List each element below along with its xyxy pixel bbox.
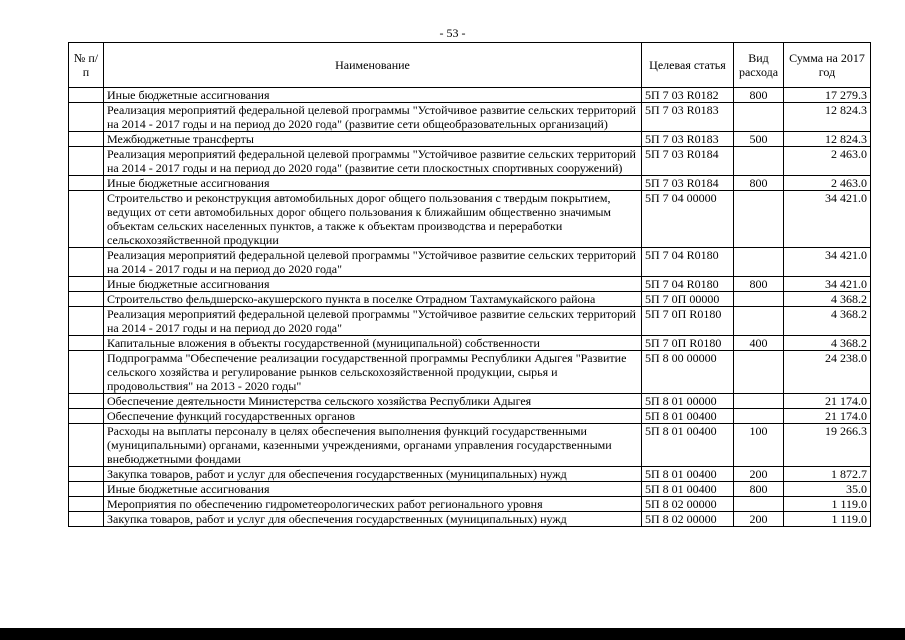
cell-code: 5П 8 01 00400 [642,424,734,467]
table-row [69,307,871,336]
cell-num [69,248,104,277]
cell-num [69,176,104,191]
cell-sum: 1 119.0 [784,497,871,512]
table-row [69,132,871,147]
table-row [69,394,871,409]
cell-kind [734,409,784,424]
cell-code: 5П 7 03 R0182 [642,88,734,103]
cell-sum: 21 174.0 [784,394,871,409]
table-row [69,277,871,292]
header-code: Целевая статья [642,43,734,88]
cell-num [69,512,104,527]
cell-name: Иные бюджетные ассигнования [104,277,642,292]
cell-num [69,394,104,409]
cell-kind [734,307,784,336]
cell-num [69,497,104,512]
cell-num [69,424,104,467]
cell-kind [734,103,784,132]
table-body [69,88,871,527]
scan-bottom-border [0,628,905,640]
cell-code: 5П 8 01 00400 [642,467,734,482]
table-row [69,336,871,351]
cell-sum: 34 421.0 [784,277,871,292]
cell-name: Иные бюджетные ассигнования [104,176,642,191]
cell-kind: 800 [734,176,784,191]
cell-code: 5П 7 03 R0184 [642,147,734,176]
header-kind: Вид расхода [734,43,784,88]
cell-kind: 500 [734,132,784,147]
cell-name: Реализация мероприятий федеральной целевой программы "Устойчивое развитие сельских территорий на 2014 - 2017 годы и на период до 2020 года" (развитие сети общеобразовательных организаций) [104,103,642,132]
cell-sum: 4 368.2 [784,307,871,336]
header-name: Наименование [104,43,642,88]
cell-num [69,103,104,132]
cell-name: Строительство фельдшерско-акушерского пункта в поселке Отрадном Тахтамукайского района [104,292,642,307]
cell-sum: 1 872.7 [784,467,871,482]
cell-sum: 24 238.0 [784,351,871,394]
cell-sum: 2 463.0 [784,176,871,191]
cell-name: Закупка товаров, работ и услуг для обеспечения государственных (муниципальных) нужд [104,512,642,527]
cell-num [69,336,104,351]
cell-kind: 800 [734,88,784,103]
table-row [69,424,871,467]
cell-kind [734,394,784,409]
cell-name: Закупка товаров, работ и услуг для обеспечения государственных (муниципальных) нужд [104,467,642,482]
cell-num [69,467,104,482]
header-sum: Сумма на 2017 год [784,43,871,88]
table-row [69,147,871,176]
cell-kind: 800 [734,482,784,497]
cell-sum: 4 368.2 [784,292,871,307]
cell-num [69,147,104,176]
cell-name: Реализация мероприятий федеральной целевой программы "Устойчивое развитие сельских территорий на 2014 - 2017 годы и на период до 2020 года" [104,248,642,277]
cell-sum: 4 368.2 [784,336,871,351]
cell-kind [734,147,784,176]
cell-code: 5П 8 00 00000 [642,351,734,394]
table-row [69,191,871,248]
cell-code: 5П 8 01 00400 [642,482,734,497]
cell-kind: 100 [734,424,784,467]
cell-kind [734,351,784,394]
cell-num [69,277,104,292]
cell-name: Иные бюджетные ассигнования [104,88,642,103]
table-header-row [69,43,871,88]
cell-kind [734,497,784,512]
cell-code: 5П 8 02 00000 [642,497,734,512]
budget-table [68,42,871,527]
cell-num [69,409,104,424]
cell-kind: 200 [734,512,784,527]
cell-kind: 200 [734,467,784,482]
cell-code: 5П 8 01 00000 [642,394,734,409]
cell-code: 5П 7 0П R0180 [642,336,734,351]
cell-num [69,292,104,307]
cell-name: Межбюджетные трансферты [104,132,642,147]
cell-sum: 1 119.0 [784,512,871,527]
cell-name: Капитальные вложения в объекты государственной (муниципальной) собственности [104,336,642,351]
cell-code: 5П 7 0П 00000 [642,292,734,307]
cell-num [69,88,104,103]
cell-name: Подпрограмма "Обеспечение реализации государственной программы Республики Адыгея "Развитие сельского хозяйства и регулирование рынков сельскохозяйственной продукции, сырья и продовольствия" на 2013 - 2020 годы" [104,351,642,394]
cell-name: Мероприятия по обеспечению гидрометеорологических работ регионального уровня [104,497,642,512]
cell-sum: 35.0 [784,482,871,497]
page-number: - 53 - [439,26,466,40]
cell-sum: 21 174.0 [784,409,871,424]
header-num: № п/п [69,43,104,88]
cell-sum: 12 824.3 [784,103,871,132]
cell-kind: 800 [734,277,784,292]
cell-name: Обеспечение функций государственных органов [104,409,642,424]
cell-name: Реализация мероприятий федеральной целевой программы "Устойчивое развитие сельских территорий на 2014 - 2017 годы и на период до 2020 года" (развитие сети плоскостных спортивных сооружений) [104,147,642,176]
cell-sum: 17 279.3 [784,88,871,103]
table-row [69,292,871,307]
table-row [69,103,871,132]
table-row [69,176,871,191]
table-row [69,467,871,482]
cell-sum: 34 421.0 [784,248,871,277]
cell-name: Расходы на выплаты персоналу в целях обеспечения выполнения функций государственными (муниципальными) органами, казенными учреждениями, органами управления государственными внебюджетными фондами [104,424,642,467]
cell-sum: 12 824.3 [784,132,871,147]
cell-sum: 34 421.0 [784,191,871,248]
cell-name: Реализация мероприятий федеральной целевой программы "Устойчивое развитие сельских территорий на 2014 - 2017 годы и на период до 2020 года" [104,307,642,336]
cell-name: Иные бюджетные ассигнования [104,482,642,497]
cell-kind [734,292,784,307]
cell-code: 5П 7 0П R0180 [642,307,734,336]
cell-num [69,351,104,394]
table-row [69,351,871,394]
table-row [69,409,871,424]
cell-kind: 400 [734,336,784,351]
table-row [69,248,871,277]
cell-kind [734,191,784,248]
cell-name: Строительство и реконструкция автомобильных дорог общего пользования с твердым покрытием, ведущих от сети автомобильных дорог общего пользования к ближайшим общественно значимым объектам сельских населенных пунктов, а также к объектам производства и переработки сельскохозяйственной продукции [104,191,642,248]
cell-num [69,482,104,497]
cell-code: 5П 7 03 R0184 [642,176,734,191]
cell-code: 5П 7 04 R0180 [642,277,734,292]
cell-code: 5П 8 02 00000 [642,512,734,527]
table-row [69,512,871,527]
cell-sum: 2 463.0 [784,147,871,176]
table-row [69,497,871,512]
cell-code: 5П 8 01 00400 [642,409,734,424]
cell-sum: 19 266.3 [784,424,871,467]
cell-code: 5П 7 04 R0180 [642,248,734,277]
cell-code: 5П 7 04 00000 [642,191,734,248]
cell-code: 5П 7 03 R0183 [642,132,734,147]
table-row [69,88,871,103]
cell-code: 5П 7 03 R0183 [642,103,734,132]
cell-num [69,307,104,336]
cell-kind [734,248,784,277]
table-row [69,482,871,497]
cell-num [69,191,104,248]
cell-num [69,132,104,147]
cell-name: Обеспечение деятельности Министерства сельского хозяйства Республики Адыгея [104,394,642,409]
